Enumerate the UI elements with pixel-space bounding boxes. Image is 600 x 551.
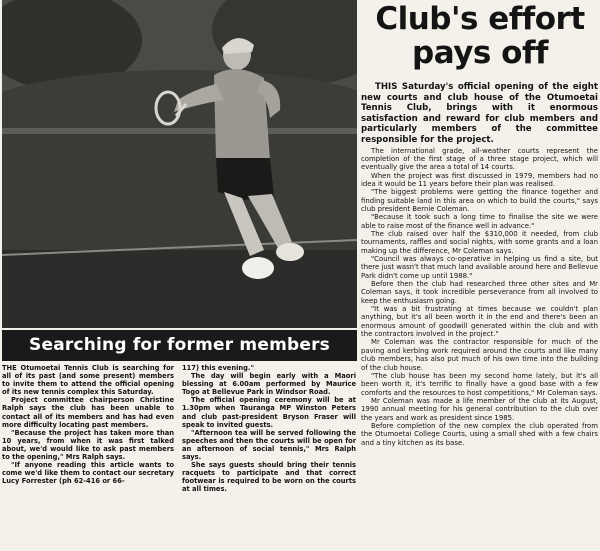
banner-headline: Searching for former members	[2, 330, 357, 361]
article-paragraph: "It was a bit frustrating at times because we couldn't plan anything, but it's all been worth it in the end and there's been an enormous amount of goodwill generated within the club and with the contractors involved in the project."	[361, 305, 598, 339]
tennis-player-illustration	[2, 0, 357, 328]
article-paragraph: The international grade, all-weather courts represent the completion of the first stage of a three stage project, which will eventually give the area a total of 14 courts.	[361, 146, 598, 172]
article-lead: THIS Saturday's official opening of the eight new courts and club house of the Otumoetai Tennis Club, brings with it enormous satisfaction and reward for club members and particularly members of the committee responsible for the project.	[361, 82, 598, 145]
article-paragraph: The official opening ceremony will be at 1.30pm when Tauranga MP Winston Peters and club past-president Bryson Fraser will speak to invited guests.	[182, 396, 356, 429]
main-headline	[362, 2, 598, 70]
left-article-column-2	[182, 364, 356, 550]
article-paragraph: "Because the project has taken more than 10 years, from when it was first talked about, we'd would like to ask past members to the opening," Mrs Ralph says.	[2, 428, 174, 462]
left-article-column-1	[2, 364, 174, 550]
article-paragraph: 117) this evening."	[182, 364, 254, 372]
article-paragraph: Mr Coleman was the contractor responsible for much of the paving and kerbing work required around the courts and like many club members, has also put much of his own time into the building of the club house.	[361, 338, 598, 372]
article-paragraph: The club raised over half the $310,000 it needed, from club tournaments, raffles and social nights, with some grants and a loan making up the difference, Mr Coleman says.	[361, 230, 598, 255]
headline-line-1: Club's effort	[375, 1, 585, 37]
headline-line-2: pays off	[412, 35, 548, 71]
article-paragraph: Project committee chairperson Christine Ralph says the club has been unable to contact all of its members and has had even more difficulty locating past members.	[2, 396, 174, 429]
article-paragraph: "Council was always co-operative in helping us find a site, but there just wasn't that much land available around here and Bellevue Park didn't come up until 1988."	[361, 255, 598, 280]
article-paragraph: THE Otumoetai Tennis Club is searching for all of its past (and some present) members to invite them to attend the official opening of its new tennis complex this Saturday.	[2, 364, 174, 397]
article-paragraph: She says guests should bring their tennis racquets to participate and that correct footwear is required to be worn on the courts at all times.	[182, 461, 356, 494]
article-paragraph: Mr Coleman was made a life member of the club at its August, 1990 annual meeting for his general contribution to the club over the years and work as president since 1985.	[361, 396, 598, 422]
article-paragraph: The day will begin early with a Maori blessing at 6.00am performed by Maurice Togo at Bellevue Park in Windsor Road.	[182, 372, 356, 397]
article-paragraph: When the project was first discussed in 1979, members had no idea it would be 11 years before their plan was realised.	[361, 171, 598, 188]
article-paragraph: "Afternoon tea will be served following the speeches and then the courts will be open for an afternoon of social tennis," Mrs Ralph says.	[182, 428, 356, 462]
article-paragraph: "The biggest problems were getting the finance together and finding suitable land in this area on which to build the courts," says club president Bernie Coleman.	[361, 188, 598, 213]
article-paragraph: "Because it took such a long time to finalise the site we were able to raise most of the finance well in advance."	[361, 213, 598, 230]
article-paragraph: "The club house has been my second home lately, but it's all been worth it, it's terrific to finally have a good base with a few comforts and the resources to host competitions," Mr Coleman says.	[361, 371, 598, 397]
tennis-player-photo	[2, 0, 357, 328]
article-paragraph: "If anyone reading this article wants to come we'd like them to contact our secretary Lucy Forrester (ph 62-416 or 66-	[2, 461, 174, 486]
article-paragraph: Before then the club had researched three other sites and Mr Coleman says, it took incredible perseverance from all involved to keep the enthusiasm going.	[361, 280, 598, 305]
article-paragraph: Before completion of the new complex the club operated from the Otumoetai College Courts, using a small shed with a few chairs and a tiny kitchen as its base.	[361, 421, 598, 447]
right-article	[361, 82, 598, 550]
